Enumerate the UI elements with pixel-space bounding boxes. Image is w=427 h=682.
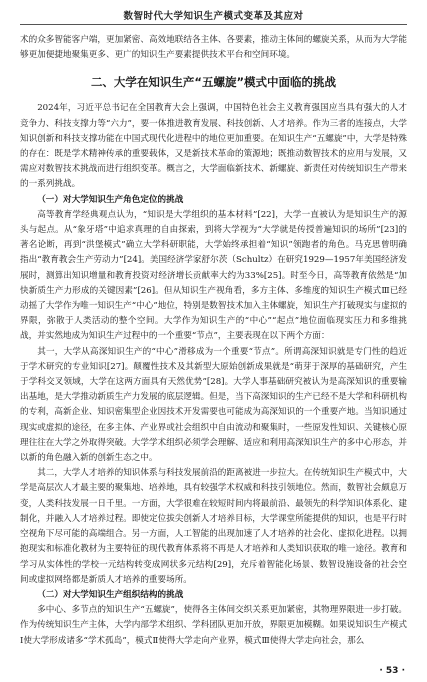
paragraph-point-one: 其一，大学从高深知识生产的“中心”滑移成为一个重要“节点”。所谓高深知识就是专门性的趋近于学术研究的专业知识[27]。颠覆性技术及其新型大原始创新成果就是“萌芽于深厚的基础研究，产生于学科交叉领域，大学在这两方面具有天然优势”[28]。大学人事基础研究被认为是高深知识的重要输出基地，是大学推动新质生产力发展的底层逻辑。但是，当下高深知识的生产已经不是大学和科研机构的专利，高新企业、知识密集型企业因技术开发需要也可能成为高深知识的一个重要产地。当知识通过现实或虚拟的途径，在多主体、产业界或社会组织中自由流动和聚集时，一些原发性知识、关键核心原理往往在大学之外取得突破。大学学术组织必须学会理解、适应和利用高深知识生产的多中心形态，并以新的角色融入新的创新生态之中。 (20, 346, 407, 464)
header-rule (20, 24, 407, 25)
page-number: · 53 · (379, 666, 405, 676)
paragraph-intro: 2024年，习近平总书记在全国教育大会上强调，中国特色社会主义教育强国应当具有强大的人才竞争力、科技支撑力等“六力”，要一体推进教育发展、科技创新、人才培养。作为三者的连接点，大学知识创新和科技支撑功能在中国式现代化进程中的地位更加重要。在知识生产“五螺旋”中，大学是特殊的存在：既是学术精神传承的重要载体，又是新技术革命的策源地；既推动数智技术的应用与发展，又需应对数智技术挑战而进行组织变革。概言之，大学面临新技术、新螺旋、新责任对传统知识生产带来的一系列挑战。 (20, 103, 407, 190)
running-header: 数智时代大学知识生产模式变革及其应对 (123, 11, 304, 22)
paragraph-org-structure: 多中心、多节点的知识生产“五螺旋”，使得各主体间交织关系更加紧密，其物理界限进一步打破。作为传统知识生产主体，大学内部学术组织、学科团队更加开放，界限更加模糊。如果说知识生产模式Ⅰ使大学形成诸多“学术孤岛”，模式Ⅱ使得大学走向产业界，模式Ⅲ使得大学走向社会，那么 (20, 605, 407, 646)
section-heading: 二、大学在知识生产“五螺旋”模式中面临的挑战 (90, 75, 337, 90)
subheading-org-structure: （二）对大学知识生产组织结构的挑战 (37, 589, 184, 600)
paragraph-role-background: 高等教育学经典观点认为，“知识是大学组织的基本材料”[22]，大学一直被认为是知识生产的源头与起点。从“象牙塔”中追求真理的自由探索，到将大学视为“大学就是传授普遍知识的场所”[23]的著名论断，再到“洪堡模式”确立大学科研职能，大学始终承担着“知识”领跑者的角色。马克思曾明确指出“教育教会生产劳动力”[24]。美国经济学家舒尔茨（Schultz）在研究1929—1957年美国经济发展时，测算出知识增量和教育投资对经济增长贡献率大约为33%[25]。时至今日，高等教育依然是“加快新质生产力形成的关键因素”[26]。但从知识生产视角看，多方主体、多维度的知识生产模式Ⅲ已经动摇了大学作为唯一知识生产“中心”地位，特别是数智技术加入主体螺旋，知识生产打破现实与虚拟的界限，弥散于人类活动的整个空间。大学作为知识生产的“中心”“起点”地位面临现实压力和多维挑战，并实然地成为知识生产过程中的一个重要“节点”，主要表现在以下两个方面： (20, 209, 407, 342)
article-body (20, 33, 407, 649)
paragraph-continuation: 术的众多智能客户端，更加紧密、高效地联结各主体、各要素，推动主体间的螺旋关系，从而为大学能够更加便捷地聚集更多、更广的知识生产要素提供技术平台和空间环境。 (20, 35, 407, 61)
subheading-role-positioning: （一）对大学知识生产角色定位的挑战 (37, 194, 184, 205)
paragraph-point-two: 其二，大学人才培养的知识体系与科技发展前沿的距离被进一步拉大。在传统知识生产模式中，大学是高层次人才最主要的聚集地、培养地，具有较强学术权威和科技引领地位。然而，数智社会颇息万变，人类科技发展一日千里。一方面，大学很难在较短时间内将最前沿、最领先的科学知识体系化、建制化，并融入人才培养过程。即使定位拔尖创新人才培养目标，大学课堂所能提供的知识，也是平行时空视角下尽可能的高端组合。另一方面，人工智能的出现加速了人才培养的社会化、虚拟化进程。以拥抱现实和标准化教材为主要特征的现代教育体系将不再是人才培养和人类知识获取的唯一途径。教育和学习从实体性的学校一元结构转变成网状多元结构[29]，充斥着智能化场景、数智设施设备的社会空间或虚拟网络都是新质人才培养的重要场所。 (20, 468, 407, 585)
